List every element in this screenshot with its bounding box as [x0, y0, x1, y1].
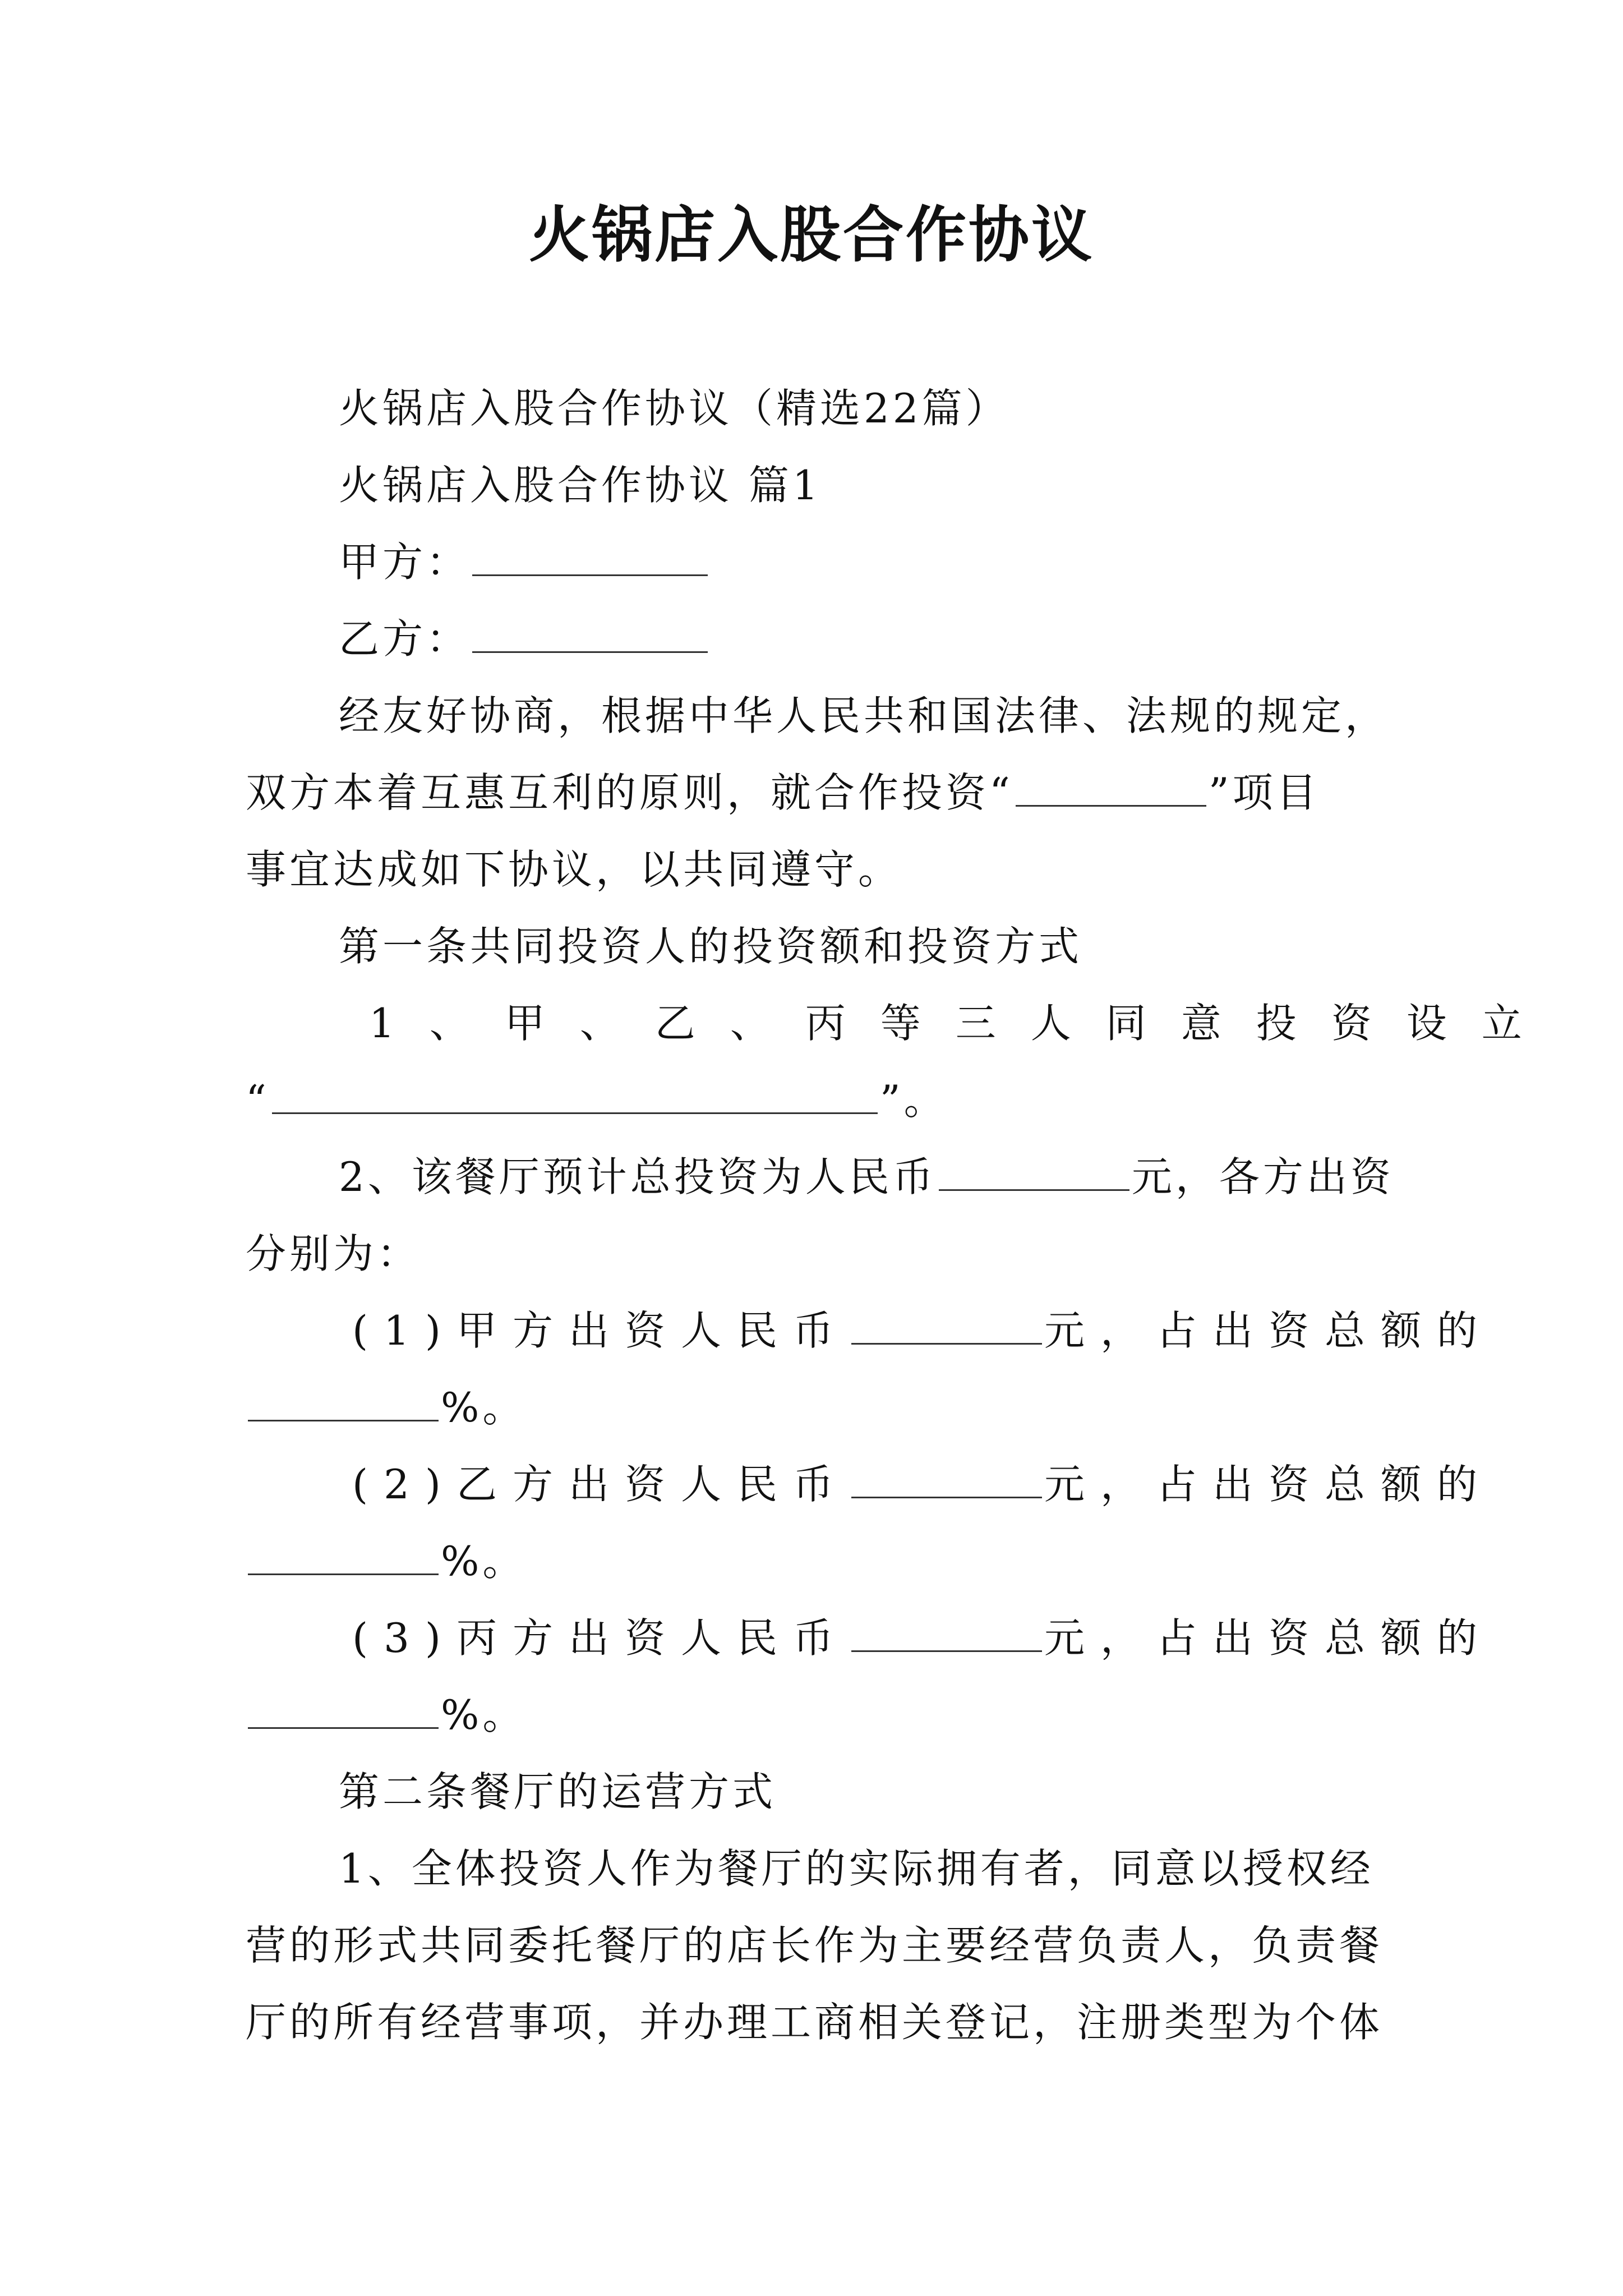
- item-2-prefix: (2)乙方出资人民币: [352, 1461, 849, 1508]
- document-body: [246, 370, 1557, 2061]
- article-2-item-1-line-2: 营的形式共同委托餐厅的店长作为主要经营负责人，负责餐: [246, 1922, 1384, 1969]
- item-1-prefix: (1)甲方出资人民币: [352, 1307, 849, 1354]
- party-a-line: [246, 524, 1390, 601]
- item-3-percent-blank: [248, 1727, 439, 1729]
- intro-2-prefix: 双方本着互惠互利的原则，就合作投资“: [246, 769, 1013, 816]
- article-1-item-2-line-2: 分别为：: [246, 1230, 421, 1277]
- document-title: 火锅店入股合作协议: [528, 200, 1094, 270]
- total-investment-prefix: 2、该餐厅预计总投资为人民币: [339, 1153, 937, 1200]
- party-a-blank: [472, 574, 708, 576]
- intro-line-2: [246, 754, 1390, 831]
- item-3-prefix: (3)丙方出资人民币: [352, 1614, 849, 1662]
- article-1-item-1-line-1: 1、甲、乙、丙等三人同意投资设立: [369, 1000, 1557, 1047]
- party-b-label: 乙方：: [339, 615, 471, 662]
- party-a-label: 甲方：: [339, 539, 471, 586]
- item-3-line-2: [246, 1677, 1390, 1754]
- restaurant-name-blank: [272, 1112, 878, 1114]
- item-1-percent: %。: [441, 1384, 527, 1431]
- close-quote: ”。: [879, 1076, 948, 1124]
- project-name-blank: [1016, 804, 1206, 807]
- item-3-line-1: [246, 1600, 1493, 1677]
- item-3-amount-blank: [851, 1650, 1042, 1652]
- item-3-percent: %。: [441, 1691, 527, 1738]
- item-2-percent: %。: [441, 1538, 527, 1585]
- article-1-item-2-line-1: [246, 1139, 1394, 1216]
- item-1-line-1: [246, 1292, 1493, 1369]
- chapter-heading: 火锅店入股合作协议 篇1: [339, 462, 822, 509]
- intro-2-suffix: ”项目: [1208, 769, 1320, 816]
- open-quote: “: [246, 1076, 270, 1124]
- item-2-line-1: [246, 1446, 1493, 1523]
- item-2-percent-blank: [248, 1573, 439, 1575]
- item-1-suffix: 元，占出资总额的: [1044, 1307, 1493, 1354]
- article-2-item-1-line-3: 厅的所有经营事项，并办理工商相关登记，注册类型为个体: [246, 1999, 1384, 2046]
- party-b-blank: [472, 651, 708, 653]
- item-2-suffix: 元，占出资总额的: [1044, 1461, 1493, 1508]
- article-2-title: 第二条餐厅的运营方式: [339, 1768, 777, 1815]
- intro-line-1: 经友好协商，根据中华人民共和国法律、法规的规定，: [339, 692, 1389, 739]
- item-1-line-2: [246, 1369, 1390, 1446]
- intro-line-3: 事宜达成如下协议，以共同遵守。: [246, 846, 902, 893]
- item-2-amount-blank: [851, 1496, 1042, 1498]
- total-investment-blank: [939, 1189, 1129, 1191]
- article-2-item-1-line-1: 1、全体投资人作为餐厅的实际拥有者，同意以授权经: [339, 1845, 1374, 1892]
- total-investment-suffix: 元，各方出资: [1131, 1153, 1394, 1200]
- item-3-suffix: 元，占出资总额的: [1044, 1614, 1493, 1662]
- item-2-line-2: [246, 1523, 1390, 1600]
- article-1-item-1-line-2: [246, 1062, 1390, 1139]
- item-1-amount-blank: [851, 1342, 1042, 1345]
- item-1-percent-blank: [248, 1419, 439, 1421]
- party-b-line: [246, 601, 1390, 678]
- article-1-title: 第一条共同投资人的投资额和投资方式: [339, 923, 1083, 970]
- subtitle-line: 火锅店入股合作协议（精选22篇）: [339, 385, 1009, 432]
